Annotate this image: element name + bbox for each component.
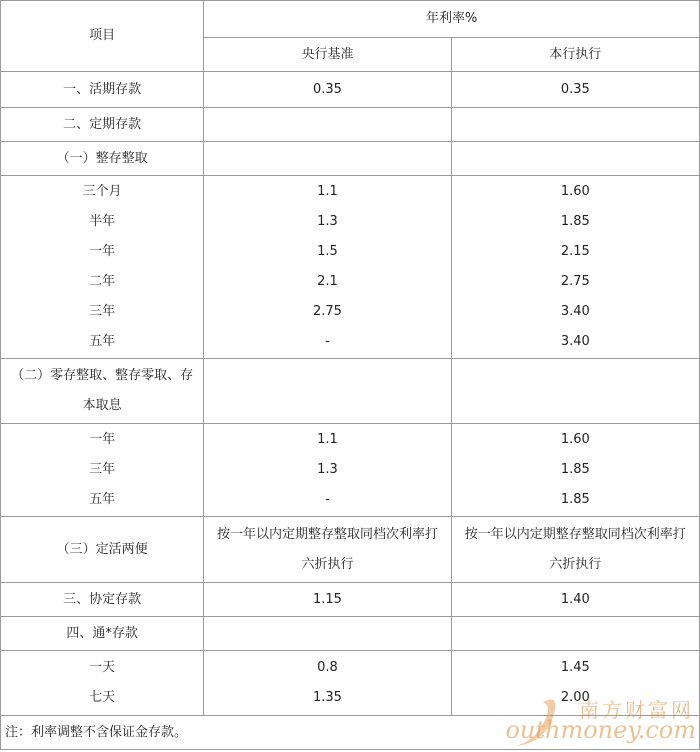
rate-bank: 1.40 <box>451 583 699 617</box>
rate-bank: 3.40 <box>560 304 590 319</box>
rate-note-line: 六折执行 <box>549 556 602 572</box>
empty-cell <box>204 617 451 651</box>
empty-cell <box>451 108 699 142</box>
rate-bank: 1.60 <box>560 184 590 199</box>
rate-list-central <box>204 651 451 716</box>
rate-bank: 1.85 <box>560 492 590 507</box>
term-label: 半年 <box>89 214 116 229</box>
rate-note-line: 按一年以内定期整存整取同档次利率打 <box>216 526 438 542</box>
empty-cell <box>451 142 699 176</box>
empty-cell <box>204 359 451 424</box>
empty-cell <box>204 108 451 142</box>
rate-central: 2.75 <box>312 304 342 319</box>
header-bank-execution: 本行执行 <box>451 38 699 72</box>
row-label: （三）定活两便 <box>1 517 204 583</box>
empty-cell <box>204 142 451 176</box>
rate-bank: 2.00 <box>560 690 590 705</box>
rate-bank: 2.75 <box>560 274 590 289</box>
term-label: 一天 <box>89 660 116 675</box>
rate-bank: 1.85 <box>560 462 590 477</box>
rate-bank: 1.45 <box>560 660 590 675</box>
rate-central: 1.3 <box>317 462 338 477</box>
rate-list-bank <box>451 424 699 517</box>
term-label: 三个月 <box>82 184 122 199</box>
row-label: 一、活期存款 <box>1 72 204 108</box>
rate-bank: 3.40 <box>560 334 590 349</box>
rate-bank: 2.15 <box>560 244 590 259</box>
row-label-line: 本取息 <box>82 398 122 413</box>
row-label-line: （二）零存整取、整存零取、存 <box>11 368 194 383</box>
footnote: 注：利率调整不含保证金存款。 <box>1 716 700 750</box>
rate-bank: 1.85 <box>560 214 590 229</box>
term-label: 五年 <box>89 492 116 507</box>
term-list <box>1 176 204 359</box>
rate-list-bank <box>451 651 699 716</box>
term-label: 三年 <box>89 462 116 477</box>
row-label: 四、通*存款 <box>1 617 204 651</box>
term-label: 一年 <box>89 244 116 259</box>
rate-central: 1.5 <box>317 244 338 259</box>
empty-cell <box>451 617 699 651</box>
term-label: 二年 <box>89 274 116 289</box>
rate-central: 1.1 <box>317 184 338 199</box>
header-item: 项目 <box>1 1 204 72</box>
rate-central: 1.1 <box>317 432 338 447</box>
rate-central <box>204 517 451 583</box>
rate-bank: 1.60 <box>560 432 590 447</box>
rate-note-line: 按一年以内定期整存整取同档次利率打 <box>464 526 686 542</box>
row-label: 三、协定存款 <box>1 583 204 617</box>
rate-central: 1.15 <box>204 583 451 617</box>
rate-bank <box>451 517 699 583</box>
rate-list-central <box>204 424 451 517</box>
rate-central: 1.3 <box>317 214 338 229</box>
rate-central: - <box>325 492 330 507</box>
term-label: 七天 <box>89 690 116 705</box>
rate-central: 0.35 <box>204 72 451 108</box>
rate-central: 1.35 <box>312 690 342 705</box>
rate-list-bank <box>451 176 699 359</box>
rate-note-line: 六折执行 <box>301 556 354 572</box>
term-label: 五年 <box>89 334 116 349</box>
watermark-top-text: 南方财富网 <box>579 698 694 722</box>
row-label: 二、定期存款 <box>1 108 204 142</box>
header-central-bank: 央行基准 <box>204 38 451 72</box>
rate-central: 0.8 <box>317 660 338 675</box>
rate-central: - <box>325 334 330 349</box>
row-label <box>1 359 204 424</box>
rate-list-central <box>204 176 451 359</box>
watermark-bottom-text: outhmoney.com <box>505 716 696 744</box>
term-label: 一年 <box>89 432 116 447</box>
rate-bank: 0.35 <box>451 72 699 108</box>
header-annual-rate: 年利率% <box>204 1 700 38</box>
rate-central: 2.1 <box>317 274 338 289</box>
row-label: （一）整存整取 <box>1 142 204 176</box>
term-label: 三年 <box>89 304 116 319</box>
term-list <box>1 651 204 716</box>
empty-cell <box>451 359 699 424</box>
term-list <box>1 424 204 517</box>
